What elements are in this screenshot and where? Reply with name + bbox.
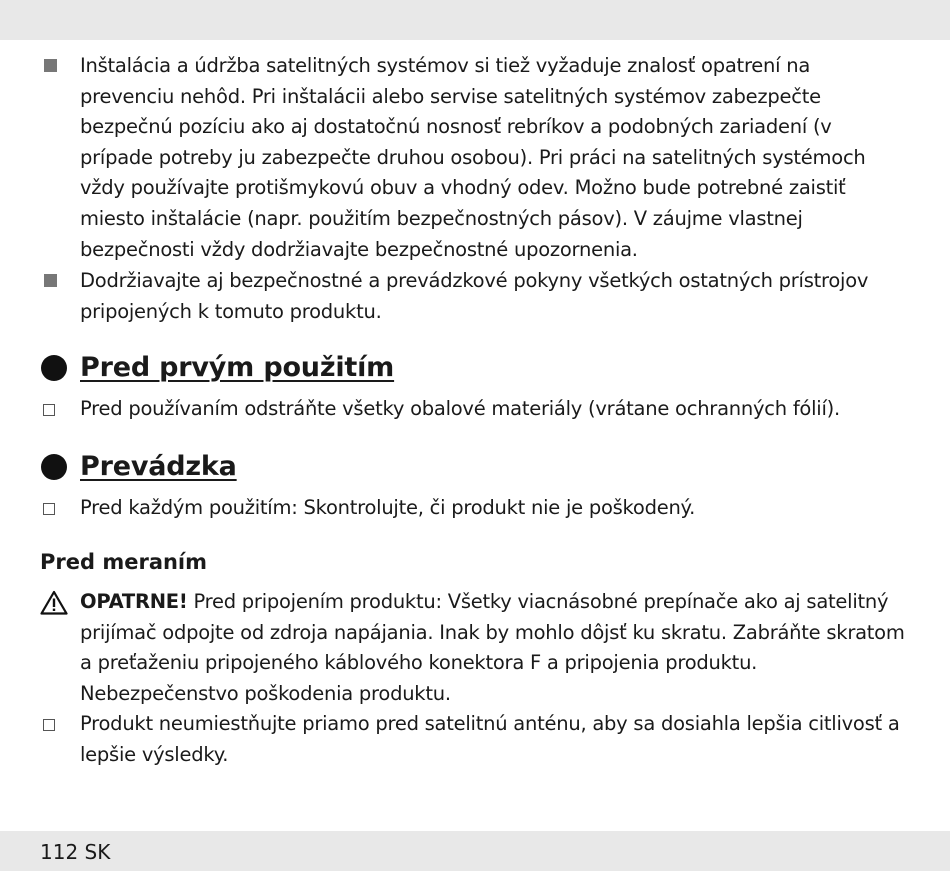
step-position-product: Produkt neumiestňujte priamo pred satelitnú anténu, aby sa dosiahla lepšia citlivosť a lepšie výsledky.: [80, 712, 900, 766]
warning-label: OPATRNE!: [80, 590, 188, 613]
section-dot-icon: [41, 454, 67, 480]
bullet-square-icon: [44, 274, 57, 287]
safety-bullet-installation: Inštalácia a údržba satelitných systémov si tiež vyžaduje znalosť opatrení na prevenciu nehôd. Pri inštalácii alebo servise satelitných systémov zabezpečte bezpečnú pozíciu ako aj dostatočnú nosnosť rebríkov a podobných zariadení (v prípade potreby ju zabezpečte druhou osobou). Pri práci na satelitných systémoch vždy používajte protišmykovú obuv a vhodný odev. Možno bude potrebné zaistiť miesto inštalácie (napr. použitím bezpečnostných pásov). V záujme vlastnej bezpečnosti vždy dodržiavajte bezpečnostné upozornenia.: [80, 54, 866, 261]
section-title-before-first-use: Pred prvým použitím: [80, 352, 395, 383]
step-remove-packaging: Pred používaním odstráňte všetky obalové materiály (vrátane ochranných fólií).: [80, 397, 840, 420]
step-checkbox-icon: [43, 719, 55, 731]
page-number: 112 SK: [40, 840, 111, 864]
step-checkbox-icon: [43, 404, 55, 416]
warning-triangle-icon: [40, 590, 68, 615]
subsection-title-before-measuring: Pred meraním: [40, 550, 208, 574]
header-band: [0, 0, 950, 40]
section-dot-icon: [41, 355, 67, 381]
footer-band: [0, 831, 950, 871]
step-checkbox-icon: [43, 503, 55, 515]
warning-text: Pred pripojením produktu: Všetky viacnásobné prepínače ako aj satelitný prijímač odpojte od zdroja napájania. Inak by mohlo dôjsť ku skratu. Zabráňte skratom a preťaženiu pripojeného káblového konektora F a pripojenia produktu. Nebezpečenstvo poškodenia produktu.: [80, 590, 905, 705]
bullet-square-icon: [44, 59, 57, 72]
step-check-damage: Pred každým použitím: Skontrolujte, či produkt nie je poškodený.: [80, 496, 696, 519]
warning-paragraph: [80, 587, 910, 709]
section-title-operation: Prevádzka: [80, 451, 237, 482]
safety-bullet-other-devices: Dodržiavajte aj bezpečnostné a prevádzkové pokyny všetkých ostatných prístrojov pripojených k tomuto produktu.: [80, 269, 869, 323]
